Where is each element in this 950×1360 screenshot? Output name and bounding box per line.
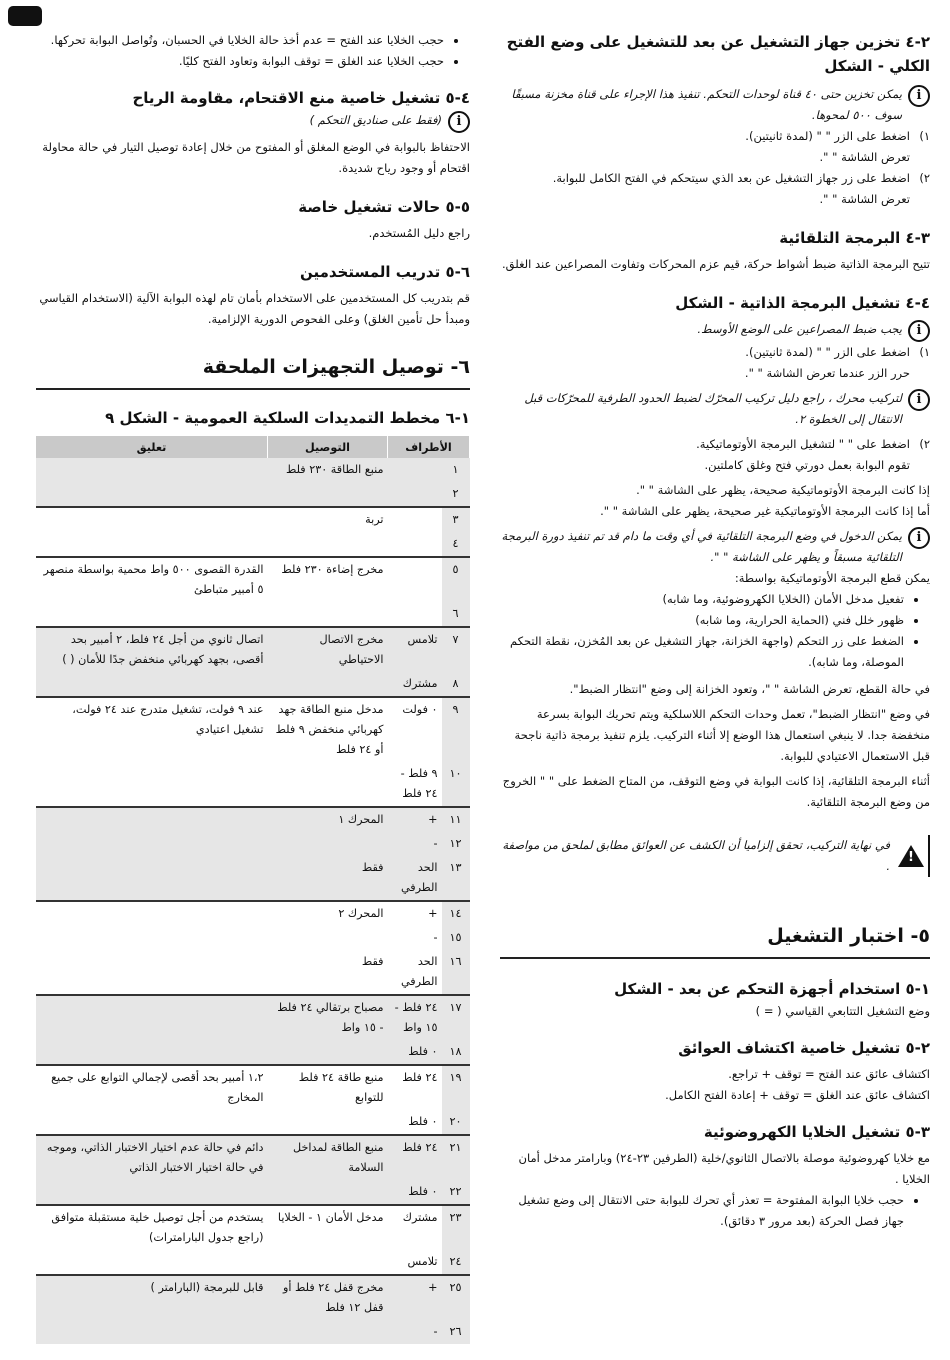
comment-cell	[36, 926, 268, 950]
info-icon: i	[908, 389, 930, 411]
column-header: تعليق	[36, 436, 268, 458]
info-note-text: يمكن تخزين حتى ٤٠ قناة لوحدات التحكم. تنفيذ هذا الإجراء على قناة مخزنة مسبقًا سوف ٥٠٠ لمحوها.	[511, 87, 902, 122]
table-row	[36, 950, 470, 995]
terminal-label: +	[388, 807, 442, 832]
section-4-2-title: ٢-٤ تخزين جهاز التشغيل عن بعد للتشغيل على وضع الفتح الكلي - الشكل	[506, 33, 930, 75]
table-row	[36, 557, 470, 602]
terminal-number: ٦	[442, 602, 470, 627]
info-note	[500, 388, 930, 430]
list-item: • حجب خلايا البوابة المفتوحة = تعذر أي تحرك للبوابة حتى الانتقال إلى وضع تشغيل جهاز فصل الحركة (بعد مرور ٣ دقائق).	[500, 1190, 904, 1232]
connection-cell	[268, 1320, 388, 1344]
table-row	[36, 1065, 470, 1110]
table-row	[36, 458, 470, 482]
paragraph: اكتشاف عائق عند الغلق = توقف + إعادة الفتح الكامل.	[665, 1088, 930, 1102]
section-6-title: ٦- توصيل التجهيزات الملحقة	[36, 352, 470, 390]
terminal-label: ٠ فلط	[388, 1040, 442, 1065]
wiring-table	[36, 436, 470, 1344]
terminal-number: ١٢	[442, 832, 470, 856]
terminal-number: ١٣	[442, 856, 470, 901]
section-6-1-title: ١-٦ مخطط التمديدات السلكية العمومية - الشكل ٩	[105, 409, 470, 427]
info-note-text: (فقط على صناديق التحكم )	[309, 113, 442, 127]
comment-cell: عند ٩ فولت، تشغيل متدرج عند ٢٤ فولت، تشغيل اعتيادي	[36, 697, 268, 762]
table-row	[36, 672, 470, 697]
warning-note	[500, 835, 930, 877]
paragraph: قم بتدريب كل المستخدمين على الاستخدام بأمان تام لهذه البوابة الآلية (الاستخدام القياسي ومبدأ حل تأمين الغلق) وعلى الفحوص الدورية الإلزامية.	[39, 291, 470, 326]
comment-cell	[36, 995, 268, 1040]
terminal-number: ٢٤	[442, 1250, 470, 1275]
connection-cell	[268, 1180, 388, 1205]
comment-cell	[36, 762, 268, 807]
connection-cell: منبع الطاقة ٢٣٠ فلط	[268, 458, 388, 482]
comment-cell: يستخدم من أجل توصيل خلية مستقبلة متوافق (راجع جدول البارامترات)	[36, 1205, 268, 1250]
info-note-text: لتركيب محرك ، راجع دليل تركيب المحرّك لضبط الحدود الطرفية للمحرّكات قبل الانتقال إلى الخطوة ٢.	[524, 391, 902, 426]
terminal-label: تلامس	[388, 627, 442, 672]
comment-cell	[36, 507, 268, 532]
terminal-label: الحد الطرفي	[388, 856, 442, 901]
paragraph: إذا كانت البرمجة الأوتوماتيكية صحيحة، يظهر على الشاشة " ".	[636, 483, 930, 497]
connection-cell: مخرج إضاءة ٢٣٠ فلط	[268, 557, 388, 602]
connection-cell	[268, 1110, 388, 1135]
list-item: • تفعيل مدخل الأمان (الخلايا الكهروضوئية، وما شابه)	[500, 589, 904, 610]
info-note	[500, 319, 930, 342]
terminal-label	[388, 557, 442, 602]
warning-icon: !	[898, 845, 924, 867]
terminal-number: ٣	[442, 507, 470, 532]
info-note-text: يجب ضبط المصراعين على الوضع الأوسط.	[697, 322, 902, 336]
terminal-label: مشترك	[388, 1205, 442, 1250]
terminal-label: ٠ فلط	[408, 1115, 438, 1128]
terminal-number: ١٦	[442, 950, 470, 995]
terminal-label: ٠ فولت	[388, 697, 442, 762]
comment-cell	[36, 482, 268, 507]
table-row	[36, 1180, 470, 1205]
table-row	[36, 1275, 470, 1320]
step-text: اضغط على الزر " " (لمدة ثانيتين).	[745, 345, 910, 359]
connection-cell	[268, 532, 388, 557]
comment-cell	[36, 1040, 268, 1065]
table-row	[36, 1135, 470, 1180]
paragraph: راجع دليل المُستخدم.	[368, 226, 470, 240]
list-item: • حجب الخلايا عند الغلق = توقف البوابة وتعاود الفتح كليًا.	[36, 51, 444, 72]
step-1: ١) اضغط على الزر " " (لمدة ثانيتين).	[500, 342, 930, 363]
table-row	[36, 1320, 470, 1344]
terminal-number: ٩	[442, 697, 470, 762]
comment-cell	[36, 856, 268, 901]
terminal-number: ٢١	[442, 1135, 470, 1180]
step-2: ٢) اضغط على زر جهاز التشغيل عن بعد الذي سيتحكم في الفتح الكامل للبوابة.	[500, 168, 930, 189]
section-5-4-title: ٤-٥ تشغيل خاصية منع الاقتحام، مقاومة الرياح	[132, 89, 470, 107]
list-item: • حجب الخلايا عند الفتح = عدم أخذ حالة الخلايا في الحسبان، وتُواصل البوابة تحركها.	[36, 30, 444, 51]
connection-cell: مدخل الأمان ١ - الخلايا	[268, 1205, 388, 1250]
connection-cell: مخرج الاتصال الاحتياطي	[268, 627, 388, 672]
left-column	[36, 30, 470, 1344]
connection-cell	[268, 482, 388, 507]
table-row	[36, 1250, 470, 1275]
bullet-list	[500, 1190, 930, 1232]
comment-cell: ١،٢ أمبير بحد أقصى لإجمالي التوابع على جميع المخارج	[36, 1065, 268, 1110]
step-detail: تعرض الشاشة " ".	[819, 192, 910, 206]
paragraph: وضع التشغيل التتابعي القياسي ( = )	[755, 1004, 930, 1018]
terminal-label: ٢٤ فلط - ١٥ واط	[388, 995, 442, 1040]
paragraph: في وضع "انتظار الضبط"، تعمل وحدات التحكم اللاسلكية ويتم تحريك البوابة بسرعة منخفضة جدا. لا ينبغي استعمال هذا الوضع إلا أثناء التركيب. يلزم تنفيذ برمجة ذاتية ناجحة قبل الاستعمال الاعتيادي للبوابة.	[514, 707, 930, 763]
section-5-title: ٥- اختبار التشغيل	[500, 921, 930, 959]
table-row	[36, 1205, 470, 1250]
terminal-number: ٢٦	[442, 1320, 470, 1344]
terminal-label: +	[388, 901, 442, 926]
terminal-number: ٤	[442, 532, 470, 557]
paragraph: في حالة القطع، تعرض الشاشة " "، وتعود الخزانة إلى وضع "انتظار الضبط".	[569, 682, 930, 696]
comment-cell: القدرة القصوى ٥٠٠ واط محمية بواسطة منصهر ٥ أمبير متباطئ	[36, 557, 268, 602]
table-row	[36, 1040, 470, 1065]
table-row	[36, 762, 470, 807]
terminal-label	[388, 458, 442, 482]
step-text: اضغط على " " لتشغيل البرمجة الأوتوماتيكية.	[696, 437, 910, 451]
table-row	[36, 856, 470, 901]
comment-cell	[36, 458, 268, 482]
terminal-label	[388, 602, 442, 627]
connection-cell	[268, 762, 388, 807]
bullet-list	[500, 589, 930, 673]
connection-cell: فقط	[268, 856, 388, 901]
connection-cell: تربة	[268, 507, 388, 532]
section-4-3-text: تتيح البرمجة الذاتية ضبط أشواط حركة، قيم عزم المحركات وتفاوت المصراعين عند الغلق.	[502, 257, 930, 271]
info-note	[36, 110, 470, 133]
info-icon: i	[908, 320, 930, 342]
column-header: التوصيل	[268, 436, 388, 458]
terminal-label: ٩ فلط - ٢٤ فلط	[400, 767, 438, 800]
step-1: ١) اضغط على الزر " " (لمدة ثانيتين).	[500, 126, 930, 147]
paragraph: يمكن قطع البرمجة الأوتوماتيكية بواسطة:	[734, 571, 930, 585]
terminal-number: ٢	[442, 482, 470, 507]
paragraph: أثناء البرمجة التلقائية، إذا كانت البوابة في وضع التوقف، من المتاح الضغط على " " الخروج من وضع البرمجة التلقائية.	[502, 774, 930, 809]
terminal-label: الحد الطرفي	[400, 955, 438, 988]
terminal-number: ١٤	[442, 901, 470, 926]
step-text: اضغط على زر جهاز التشغيل عن بعد الذي سيتحكم في الفتح الكامل للبوابة.	[552, 171, 910, 185]
terminal-number: ١٧	[442, 995, 470, 1040]
terminal-number: ٢٠	[442, 1110, 470, 1135]
comment-cell: قابل للبرمجة (البارامتر )	[36, 1275, 268, 1320]
section-4-3-title: ٣-٤ البرمجة التلقائية	[779, 229, 930, 247]
table-row	[36, 1110, 470, 1135]
terminal-number: ١٨	[442, 1040, 470, 1065]
connection-cell: مصباح برتقالي ٢٤ فلط - ١٥ واط	[268, 995, 388, 1040]
connection-cell: مدخل منبع الطاقة جهد كهربائي منخفض ٩ فلط أو ٢٤ فلط	[268, 697, 388, 762]
paragraph: اكتشاف عائق عند الفتح = توقف + تراجع.	[728, 1067, 930, 1081]
terminal-label: ٢٤ فلط	[388, 1135, 442, 1180]
terminal-label: -	[388, 1320, 442, 1344]
connection-cell: فقط	[361, 955, 384, 968]
section-5-5-title: ٥-٥ حالات تشغيل خاصة	[298, 198, 470, 216]
connection-cell: مخرج قفل ٢٤ فلط أو قفل ١٢ فلط	[268, 1275, 388, 1320]
terminal-label: تلامس	[407, 1255, 438, 1268]
step-detail: حرر الزر عندما تعرض الشاشة " ".	[744, 366, 910, 380]
terminal-number: ٨	[442, 672, 470, 697]
connection-cell: منبع الطاقة لمداخل السلامة	[268, 1135, 388, 1180]
page-badge	[8, 6, 42, 26]
terminal-number: ٥	[442, 557, 470, 602]
step-text: اضغط على الزر " " (لمدة ثانيتين).	[745, 129, 910, 143]
table-row	[36, 602, 470, 627]
connection-cell: المحرك ١	[268, 807, 388, 832]
info-icon: i	[448, 111, 470, 133]
terminal-number: ١٠	[442, 762, 470, 807]
table-row	[36, 995, 470, 1040]
info-note-text: يمكن الدخول في وضع البرمجة التلقائية في أي وقت ما دام قد تم تنفيذ دورة البرمجة التلقائية مسبقاً و يظهر على الشاشة " ".	[501, 529, 902, 564]
terminal-label: مشترك	[388, 672, 442, 697]
step-detail: تقوم البوابة بعمل دورتي فتح وغلق كاملتين.	[704, 458, 910, 472]
terminal-number: ٢٥	[442, 1275, 470, 1320]
connection-cell: المحرك ٢	[268, 901, 388, 926]
comment-cell	[36, 1320, 268, 1344]
terminal-number: ١٩	[442, 1065, 470, 1110]
terminal-number: ١١	[442, 807, 470, 832]
info-icon: i	[908, 527, 930, 549]
terminal-number: ٧	[442, 627, 470, 672]
terminal-number: ١٥	[442, 926, 470, 950]
step-2: ٢) اضغط على " " لتشغيل البرمجة الأوتوماتيكية.	[500, 434, 930, 455]
comment-cell	[36, 1180, 268, 1205]
list-item: • ظهور خلل فني (الحماية الحرارية، وما شابه)	[500, 610, 904, 631]
terminal-label: -	[433, 931, 438, 944]
comment-cell	[36, 672, 268, 697]
connection-cell: منبع طاقة ٢٤ فلط للتوابع	[268, 1065, 388, 1110]
table-row	[36, 627, 470, 672]
table-row	[36, 482, 470, 507]
terminal-label: -	[388, 832, 442, 856]
connection-cell	[268, 672, 388, 697]
section-4-4-title: ٤-٤ تشغيل البرمجة الذاتية - الشكل	[675, 294, 930, 312]
terminal-label: ٠ فلط	[388, 1180, 442, 1205]
comment-cell	[36, 1110, 268, 1135]
table-header-row	[36, 436, 470, 458]
list-item: • الضغط على زر التحكم (واجهة الخزانة، جهاز التشغيل عن بعد المُخزن، نقطة التحكم الموصلة، وما شابه).	[500, 631, 904, 673]
comment-cell	[36, 602, 268, 627]
connection-cell	[268, 602, 388, 627]
connection-cell	[268, 1040, 388, 1065]
bullet-list	[36, 30, 470, 72]
comment-cell	[36, 901, 268, 926]
section-5-2-title: ٢-٥ تشغيل خاصية اكتشاف العوائق	[678, 1039, 930, 1057]
paragraph: أما إذا كانت البرمجة الأوتوماتيكية غير صحيحة، يظهر على الشاشة " ".	[600, 504, 930, 518]
terminal-number: ٢٢	[442, 1180, 470, 1205]
section-5-1-title: ١-٥ استخدام أجهزة التحكم عن بعد - الشكل	[614, 980, 930, 998]
info-icon: i	[908, 85, 930, 107]
terminal-label: +	[388, 1275, 442, 1320]
connection-cell	[268, 1250, 388, 1275]
connection-cell	[268, 926, 388, 950]
table-row	[36, 832, 470, 856]
terminal-number: ١	[442, 458, 470, 482]
paragraph: مع خلايا كهروضوئية موصلة بالاتصال الثانوي/خلية (الطرفين ٢٣-٢٤) وبارامتر مدخل أمان الخلايا .	[518, 1151, 930, 1186]
warning-text: في نهاية التركيب، تحقق إلزاميا أن الكشف عن العوائق مطابق لملحق من مواصفة .	[502, 838, 890, 873]
info-note	[500, 526, 930, 568]
terminal-label: ٢٤ فلط	[388, 1065, 442, 1110]
connection-cell	[268, 832, 388, 856]
comment-cell	[36, 1250, 268, 1275]
section-5-6-title: ٦-٥ تدريب المستخدمين	[299, 263, 470, 281]
step-detail: تعرض الشاشة " ".	[819, 150, 910, 164]
comment-cell: اتصال ثانوي من أجل ٢٤ فلط، ٢ أمبير بحد أقصى، بجهد كهربائي منخفض جدًا للأمان ( )	[36, 627, 268, 672]
table-row	[36, 926, 470, 950]
terminal-label	[388, 532, 442, 557]
comment-cell: دائم في حالة عدم اختيار الاختبار الذاتي، وموجه في حالة اختيار الاختبار الذاتي	[36, 1135, 268, 1180]
table-row	[36, 532, 470, 557]
info-note	[500, 84, 930, 126]
table-row	[36, 507, 470, 532]
section-5-3-title: ٣-٥ تشغيل الخلايا الكهروضوئية	[703, 1123, 930, 1141]
comment-cell	[36, 532, 268, 557]
table-row	[36, 901, 470, 926]
column-header: الأطراف	[388, 436, 470, 458]
terminal-label	[388, 507, 442, 532]
table-row	[36, 807, 470, 832]
right-column	[500, 30, 930, 1232]
terminal-label	[388, 482, 442, 507]
terminal-number: ٢٣	[442, 1205, 470, 1250]
comment-cell	[36, 807, 268, 832]
comment-cell	[36, 950, 268, 995]
table-row	[36, 697, 470, 762]
comment-cell	[36, 832, 268, 856]
paragraph: الاحتفاظ بالبوابة في الوضع المغلق أو المفتوح من خلال إعادة توصيل التيار في حالة محاولة اقتحام أو وجود رياح شديدة.	[42, 140, 470, 175]
